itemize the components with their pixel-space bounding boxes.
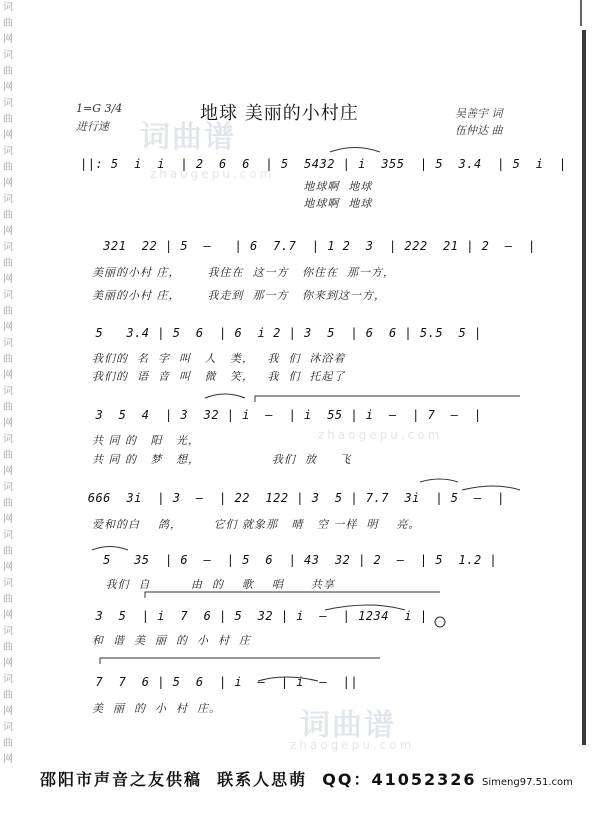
lyric-line: 我们的 名 字 叫 人 类， 我 们 沐浴着: [92, 352, 346, 365]
side-watermark-char: 网: [3, 418, 13, 429]
side-watermark-char: 网: [3, 130, 13, 141]
lyric-line: 共 同 的 阳 光，: [92, 434, 200, 447]
side-watermark-char: 网: [3, 226, 13, 237]
lyric-line: 地球啊 地球: [92, 197, 373, 210]
side-watermark-char: 网: [3, 754, 13, 765]
side-watermark-char: 网: [3, 370, 13, 381]
notation-line: 5 3.4 | 5 6 | 6 i 2 | 3 5 | 6 6 | 5.5 5 |: [80, 326, 482, 340]
lyric-line: 爱和的白 鸽， 它们 就象那 晴 空 一样 明 亮。: [92, 518, 421, 531]
side-watermark-char: 词: [3, 722, 13, 733]
side-watermark-char: 词: [3, 50, 13, 61]
side-watermark-char: 曲: [3, 738, 13, 749]
side-watermark-char: 曲: [3, 354, 13, 365]
side-watermark-char: 曲: [3, 114, 13, 125]
side-watermark-char: 曲: [3, 402, 13, 413]
side-watermark-char: 网: [3, 706, 13, 717]
notation-line: ||: 5 i i | 2 6 6 | 5 5432 | i 355 | 5 3.4 | 5 i |: [80, 157, 567, 171]
lyric-line: 共 同 的 梦 想， 我们 放 飞: [92, 453, 352, 466]
watermark-url: zhaogepu.com: [318, 428, 443, 442]
side-watermark-char: 曲: [3, 690, 13, 701]
side-watermark-char: 曲: [3, 642, 13, 653]
side-watermark-char: 词: [3, 242, 13, 253]
side-watermark-char: 词: [3, 194, 13, 205]
lyric-line: 我们的 语 音 叫 微 笑， 我 们 托起了: [92, 370, 346, 383]
side-watermark-char: 词: [3, 146, 13, 157]
side-watermark-char: 网: [3, 178, 13, 189]
watermark-url: zhaogepu.com: [150, 167, 275, 181]
side-watermark-char: 曲: [3, 498, 13, 509]
side-watermark-char: 网: [3, 274, 13, 285]
side-watermark-char: 网: [3, 610, 13, 621]
side-watermark-char: 曲: [3, 18, 13, 29]
watermark-logo: 词曲谱: [140, 120, 236, 155]
side-watermark-char: 曲: [3, 306, 13, 317]
lyric-line: 美丽的小村 庄， 我走到 那一方 你来到这一方，: [92, 289, 386, 302]
side-watermark-char: 词: [3, 338, 13, 349]
side-watermark-char: 曲: [3, 546, 13, 557]
side-watermark-char: 网: [3, 658, 13, 669]
footer-site: Simeng97.51.com: [482, 777, 573, 788]
notation-line: 3 5 4 | 3 32 | i — | i 55 | i — | 7 — |: [80, 408, 482, 422]
tempo-marking: 进行速: [76, 120, 109, 133]
side-watermark-char: 词: [3, 434, 13, 445]
side-watermark-char: 网: [3, 82, 13, 93]
lyric-line: 美丽的小村 庄， 我住在 这一方 你住在 那一方，: [92, 266, 395, 279]
notation-line: 666 3i | 3 — | 22 122 | 3 5 | 7.7 3i | 5 — |: [80, 491, 505, 505]
composer: 伍仲达 曲: [455, 124, 503, 137]
footer-credit: 邵阳市声音之友供稿 联系人思萌 QQ：41052326: [40, 770, 477, 789]
side-watermark-char: 曲: [3, 66, 13, 77]
side-watermark-char: 曲: [3, 450, 13, 461]
side-watermark-char: 词: [3, 482, 13, 493]
side-watermark-char: 曲: [3, 594, 13, 605]
notation-line: 5 35 | 6 — | 5 6 | 43 32 | 2 — | 5 1.2 |: [80, 553, 498, 567]
side-watermark-char: 网: [3, 514, 13, 525]
side-watermark-char: 词: [3, 530, 13, 541]
side-watermark-char: 词: [3, 578, 13, 589]
lyric-line: 地球啊 地球: [92, 180, 373, 193]
notation-line: 3 5 | i 7 6 | 5 32 | i — | 1234 i |: [80, 609, 428, 623]
notation-line: 321 22 | 5 — | 6 7.7 | 1 2 3 | 222 21 | 2 — |: [80, 239, 536, 253]
notation-line: 7 7 6 | 5 6 | i — | i — ||: [80, 675, 359, 689]
side-watermark-char: 词: [3, 386, 13, 397]
side-watermark-char: 曲: [3, 162, 13, 173]
lyricist: 吴善宇 词: [455, 107, 503, 120]
side-watermark-char: 词: [3, 674, 13, 685]
side-watermark-char: 曲: [3, 258, 13, 269]
lyric-line: 和 谐 美 丽 的 小 村 庄: [92, 634, 251, 647]
side-watermark-char: 词: [3, 2, 13, 13]
side-watermark-char: 词: [3, 290, 13, 301]
key-signature: 1=G 3/4: [76, 102, 123, 115]
side-watermark-char: 网: [3, 466, 13, 477]
watermark-url: zhaogepu.com: [290, 738, 415, 752]
side-watermark-char: 词: [3, 98, 13, 109]
side-watermark-char: 词: [3, 626, 13, 637]
side-watermark-char: 曲: [3, 210, 13, 221]
watermark-logo: 词曲谱: [300, 708, 396, 743]
lyric-line: 我们 自 由 的 歌 唱 共享: [92, 578, 335, 591]
side-watermark-char: 网: [3, 34, 13, 45]
side-watermark-char: 网: [3, 322, 13, 333]
song-title: 地球 美丽的小村庄: [200, 103, 359, 124]
lyric-line: 美 丽 的 小 村 庄。: [92, 702, 221, 715]
side-watermark-char: 网: [3, 562, 13, 573]
